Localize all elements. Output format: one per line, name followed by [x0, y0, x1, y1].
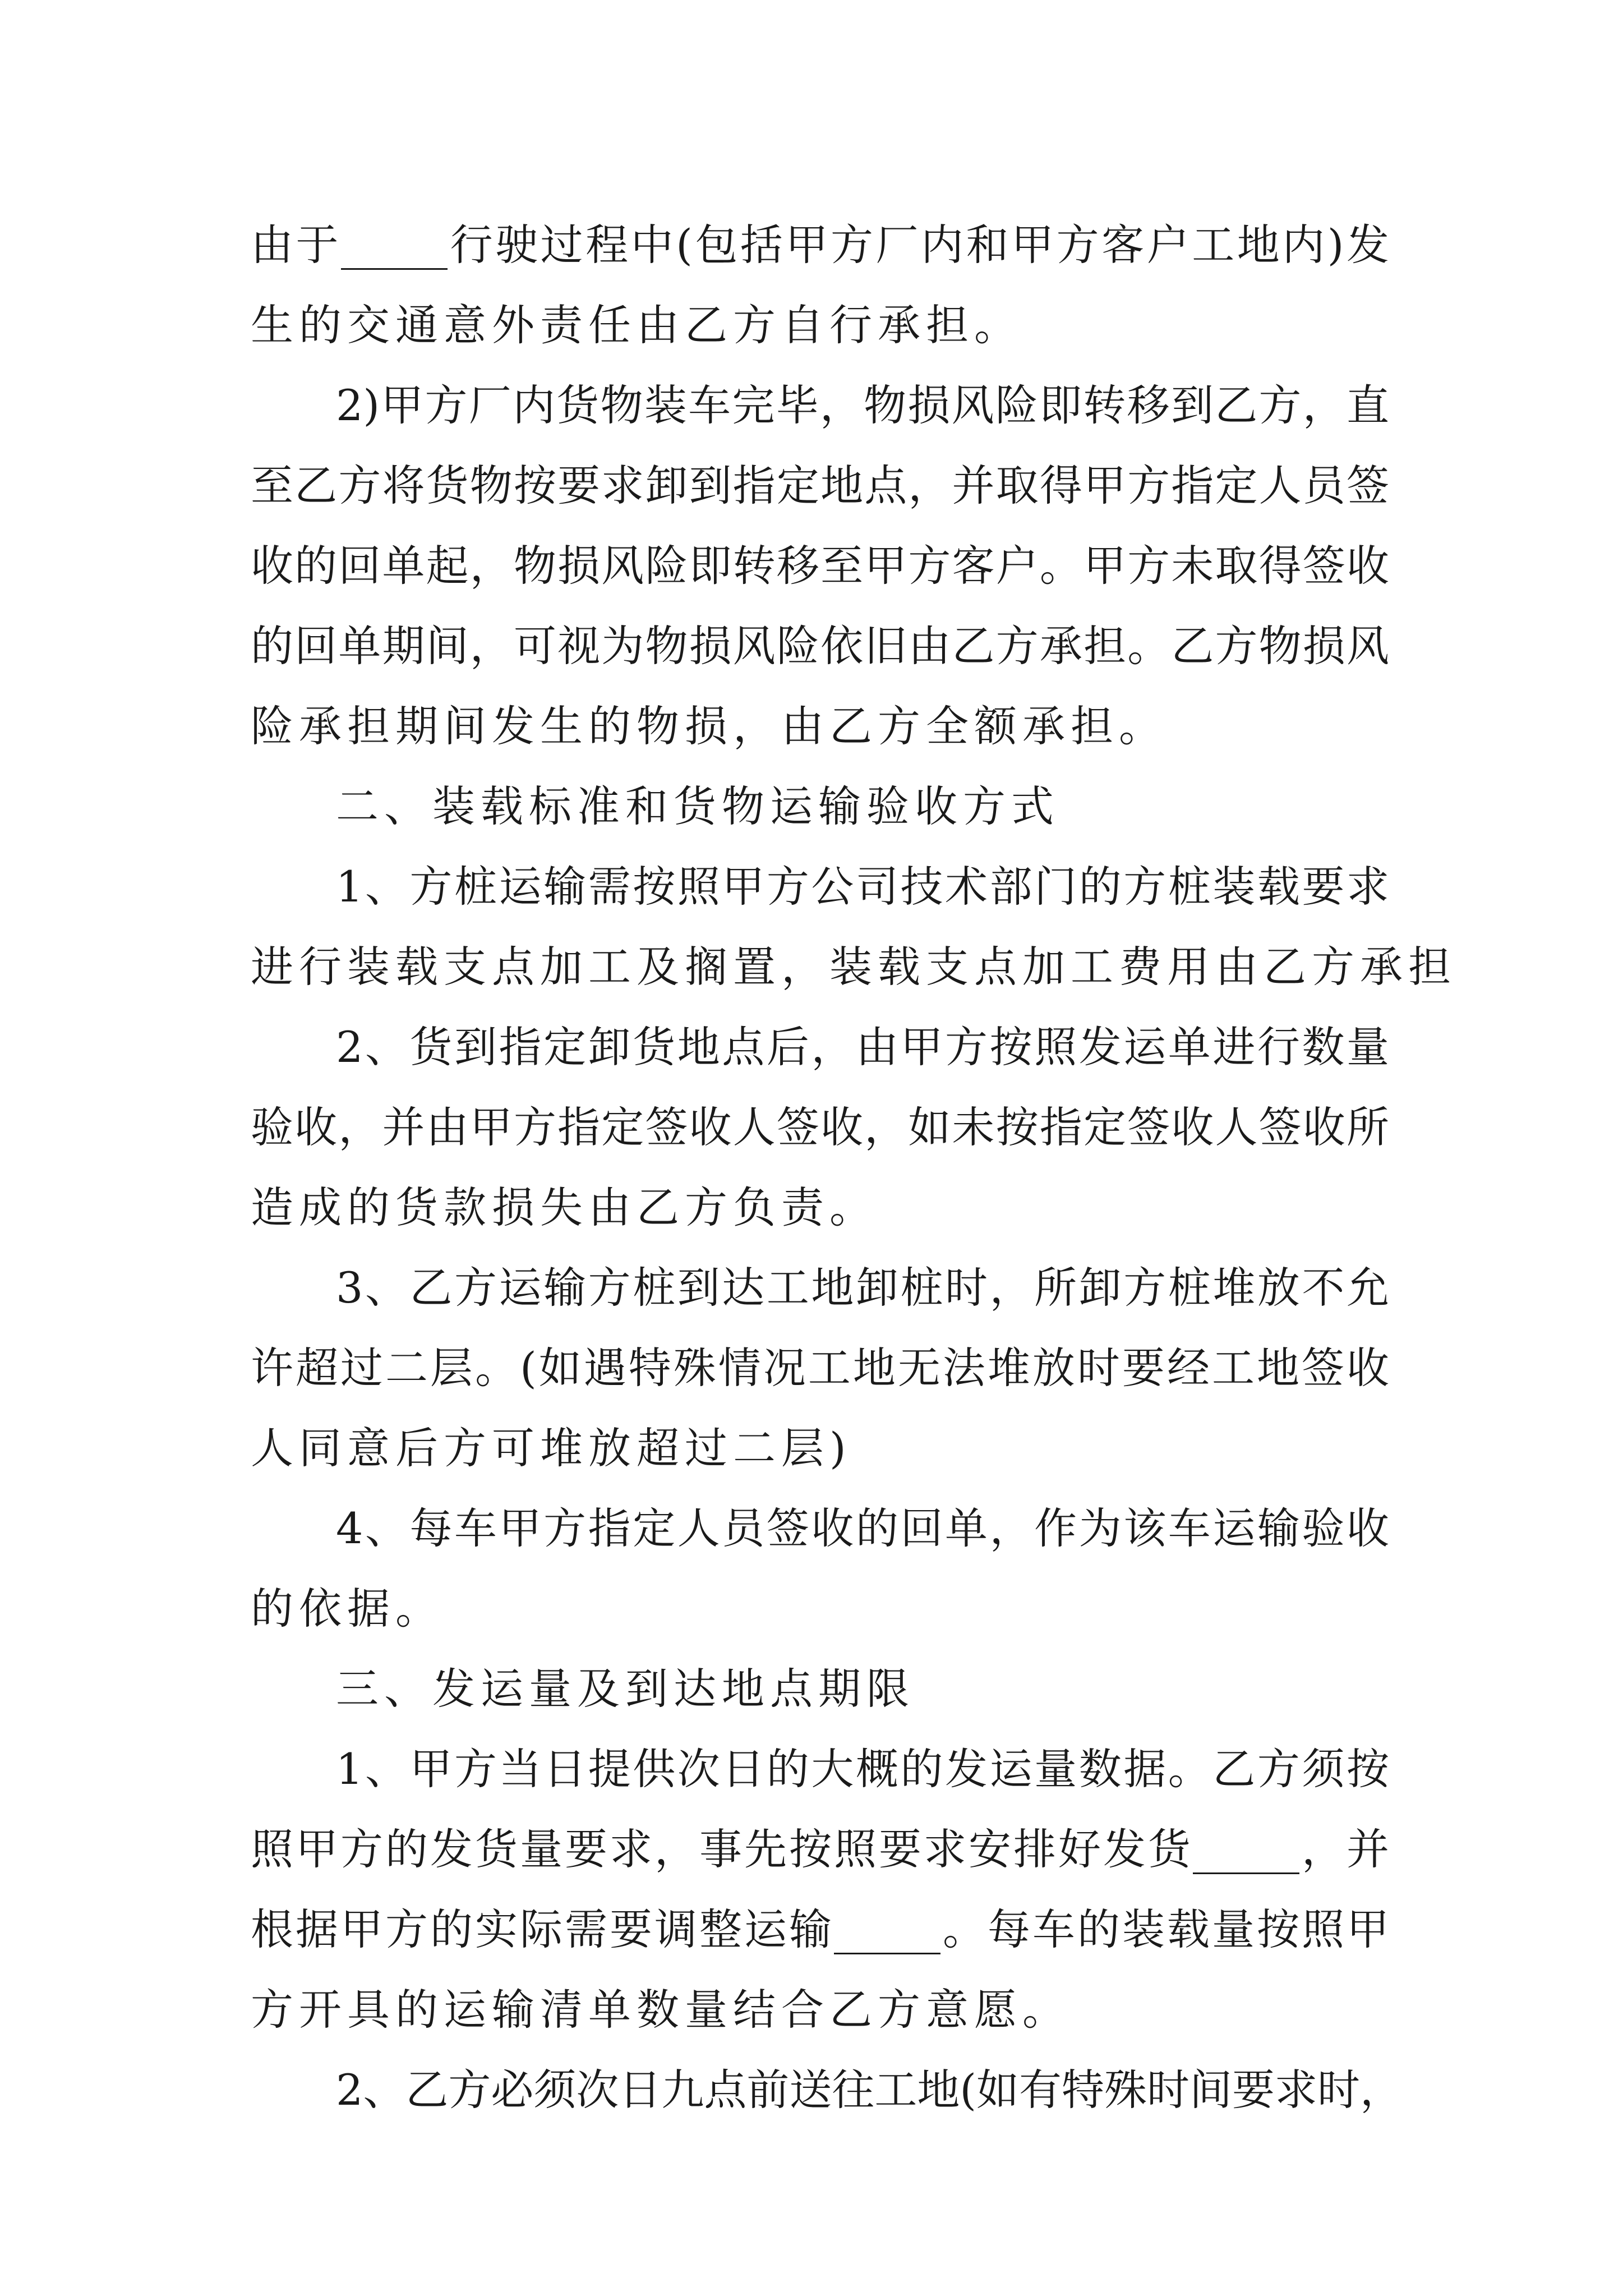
text-line: 收的回单起，物损风险即转移至甲方客户。甲方未取得签收 — [251, 541, 1389, 591]
text-line: 4、每车甲方指定人员签收的回单，作为该车运输验收 — [336, 1503, 1389, 1553]
text-line: 至乙方将货物按要求卸到指定地点，并取得甲方指定人员签 — [251, 461, 1389, 510]
text-line: 造成的货款损失由乙方负责。 — [251, 1182, 878, 1232]
section-heading: 三、发运量及到达地点期限 — [336, 1664, 915, 1714]
text-line: 进行装载支点加工及搁置，装载支点加工费用由乙方承担 — [251, 942, 1456, 992]
text-line: 3、乙方运输方桩到达工地卸桩时，所卸方桩堆放不允 — [336, 1263, 1389, 1313]
text-line: 根据甲方的实际需要调整运输_____。每车的装载量按照甲 — [251, 1904, 1389, 1954]
text-line: 险承担期间发生的物损，由乙方全额承担。 — [251, 701, 1167, 751]
text-line: 的依据。 — [251, 1584, 444, 1634]
text-line: 1、方桩运输需按照甲方公司技术部门的方桩装载要求 — [336, 862, 1389, 912]
text-line: 人同意后方可堆放超过二层) — [251, 1423, 852, 1473]
text-line: 2、货到指定卸货地点后，由甲方按照发运单进行数量 — [336, 1022, 1389, 1072]
text-line: 生的交通意外责任由乙方自行承担。 — [251, 300, 1022, 350]
text-line: 方开具的运输清单数量结合乙方意愿。 — [251, 1985, 1071, 2035]
document-page — [251, 205, 1456, 2130]
text-line: 2、乙方必须次日九点前送往工地(如有特殊时间要求时， — [336, 2065, 1403, 2115]
text-line: 1、甲方当日提供次日的大概的发运量数据。乙方须按 — [336, 1744, 1389, 1794]
text-line: 的回单期间，可视为物损风险依旧由乙方承担。乙方物损风 — [251, 621, 1389, 671]
section-heading: 二、装载标准和货物运输验收方式 — [336, 781, 1059, 831]
text-line: 由于_____行驶过程中(包括甲方厂内和甲方客户工地内)发 — [251, 220, 1389, 270]
text-line: 许超过二层。(如遇特殊情况工地无法堆放时要经工地签收 — [251, 1343, 1389, 1393]
text-line: 照甲方的发货量要求，事先按照要求安排好发货_____，并 — [251, 1824, 1389, 1874]
text-line: 2)甲方厂内货物装车完毕，物损风险即转移到乙方，直 — [336, 380, 1389, 430]
text-line: 验收，并由甲方指定签收人签收，如未按指定签收人签收所 — [251, 1102, 1389, 1152]
